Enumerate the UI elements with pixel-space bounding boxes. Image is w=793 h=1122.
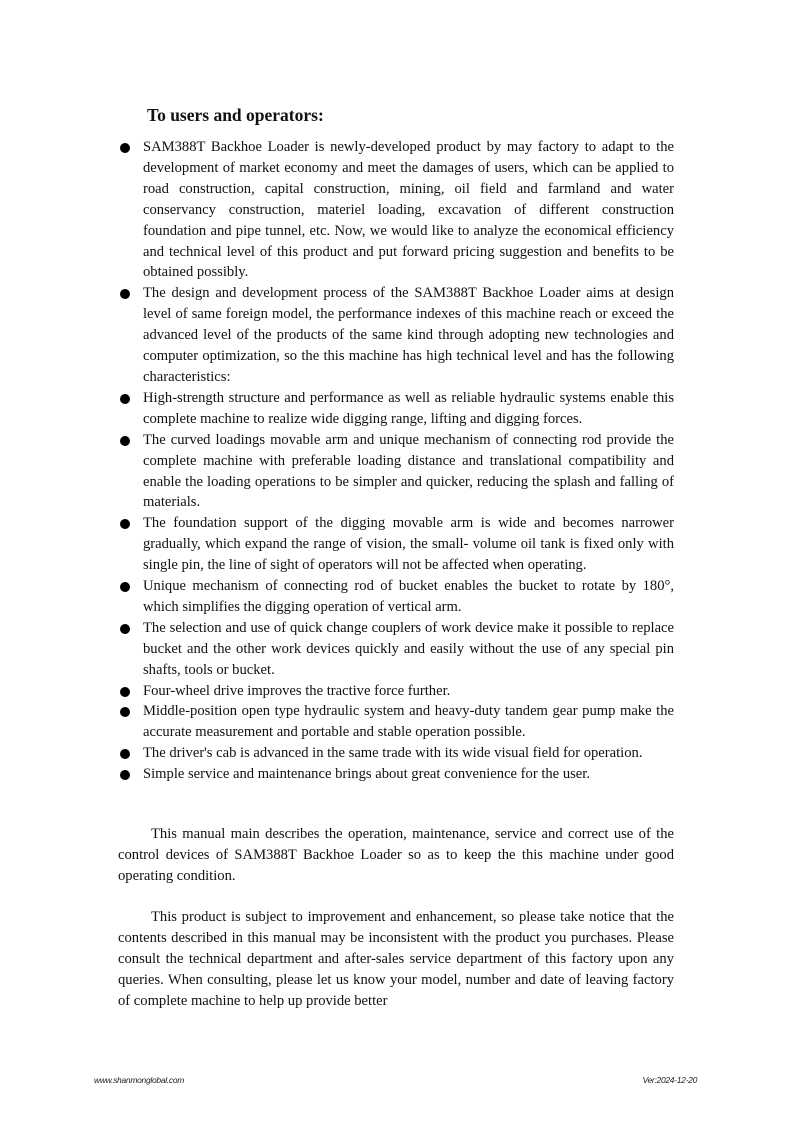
list-item (118, 388, 674, 430)
improvement-notice-paragraph: This product is subject to improvement and enhancement, so please take notice that the contents described in this manual may be inconsistent with the product you purchases. Please consult the technical department and after-sales service department of this factory upon any queries. When consulting, please let us know your model, number and date of leaving factory of complete machine to help up provide better (118, 909, 674, 1009)
list-item-text: The curved loadings movable arm and unique mechanism of connecting rod provide the complete machine with preferable loading distance and translational compatibility and enable the loading operations to be simpler and quicker, reducing the splash and falling of materials. (143, 431, 674, 511)
list-item-text: Middle-position open type hydraulic system and heavy-duty tandem gear pump make the accurate measurement and portable and stable operation possible. (143, 703, 674, 741)
list-item-text: The foundation support of the digging movable arm is wide and becomes narrower gradually, which expand the range of vision, the small- volume oil tank is fixed only with single pin, the line of sight of operators will not be affected when operating. (143, 515, 674, 574)
list-item-text: Unique mechanism of connecting rod of bucket enables the bucket to rotate by 180°, which simplifies the digging operation of vertical arm. (143, 578, 674, 615)
list-item-text: Four-wheel drive improves the tractive force further. (143, 682, 451, 699)
list-item-text: The design and development process of the SAM388T Backhoe Loader aims at design level of same foreign model, the performance indexes of this machine reach or exceed the advanced level of the products of the same kind through adopting new technologies and computer optimization, so the this machine has high technical level and has the following characteristics: (143, 285, 674, 385)
list-item-text: The driver's cab is advanced in the same trade with its wide visual field for operation. (143, 745, 643, 762)
list-item (118, 701, 674, 743)
bullet-icon (120, 519, 130, 529)
list-item-text: High-strength structure and performance as well as reliable hydraulic systems enable this complete machine to realize wide digging range, lifting and digging forces. (143, 389, 674, 427)
bullet-icon (120, 687, 130, 697)
section-heading: To users and operators: (147, 105, 324, 125)
list-item (118, 618, 674, 681)
list-item (118, 137, 674, 283)
footer-website: www.shanmonglobal.com (94, 1075, 185, 1085)
manual-scope-paragraph: This manual main describes the operation, maintenance, service and correct use of the control devices of SAM388T Backhoe Loader so as to keep the this machine under good operating condition. (118, 826, 674, 884)
list-item (118, 430, 674, 514)
list-item (118, 576, 674, 618)
bullet-icon (120, 749, 130, 759)
bullet-icon (120, 436, 130, 446)
bullet-icon (120, 624, 130, 634)
feature-list (118, 137, 674, 785)
list-item-text: Simple service and maintenance brings about great convenience for the user. (143, 766, 590, 783)
list-item (118, 283, 674, 388)
bullet-icon (120, 289, 130, 299)
bullet-icon (120, 394, 130, 404)
bullet-icon (120, 143, 130, 153)
footer-version: Ver:2024-12-20 (642, 1075, 697, 1085)
bullet-icon (120, 770, 130, 780)
list-item (118, 743, 674, 764)
list-item (118, 764, 674, 785)
list-item-text: SAM388T Backhoe Loader is newly-developed product by may factory to adapt to the development of market economy and meet the damages of users, which can be applied to road construction, capital construction, mining, oil field and farmland and water conservancy construction, materiel loading, excavation of different construction foundation and pipe tunnel, etc. Now, we would like to analyze the economical efficiency and technical level of this product and put forward pricing suggestion and benefits to be obtained possibly. (143, 139, 674, 281)
list-item (118, 681, 674, 702)
list-item-text: The selection and use of quick change couplers of work device make it possible to replace bucket and the other work devices quickly and easily without the use of any special pin shafts, tools or bucket. (143, 619, 674, 678)
bullet-icon (120, 707, 130, 717)
list-item (118, 513, 674, 576)
bullet-icon (120, 582, 130, 592)
